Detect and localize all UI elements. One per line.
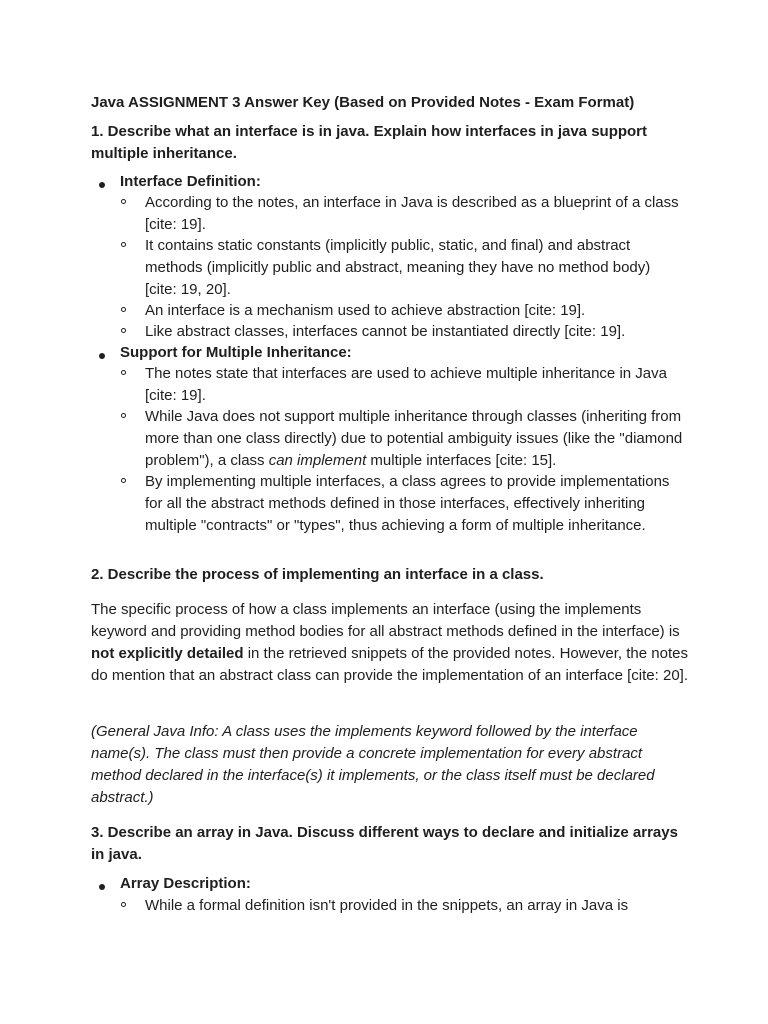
list-item: While Java does not support multiple inheritance through classes (inheriting from more than one class directly) due to potential ambiguity issues (like the "diamond problem"), a class can implement multiple interfaces [cite: 15].	[145, 408, 683, 469]
sub-bullet-circle	[121, 328, 126, 333]
list-item: While a formal definition isn't provided in the snippets, an array in Java is	[145, 897, 629, 914]
list-item: Like abstract classes, interfaces cannot be instantiated directly [cite: 19].	[145, 323, 626, 340]
question-3-heading: 3. Describe an array in Java. Discuss different ways to declare and initialize arrays in java.	[91, 824, 678, 863]
list-item: By implementing multiple interfaces, a class agrees to provide implementations for all the abstract methods defined in those interfaces, effectively inheriting multiple "contracts" or "types", thus achieving a form of multiple inheritance.	[145, 473, 670, 534]
array-description-label: Array Description:	[120, 875, 251, 892]
sub-bullet-circle	[121, 242, 126, 247]
multiple-inheritance-label: Support for Multiple Inheritance:	[120, 344, 352, 361]
list-item: An interface is a mechanism used to achieve abstraction [cite: 19].	[145, 302, 586, 319]
list-item: It contains static constants (implicitly public, static, and final) and abstract methods (implicitly public and abstract, meaning they have no method body) [cite: 19, 20].	[145, 237, 651, 298]
sub-bullet-circle	[121, 199, 126, 204]
general-java-info-note: (General Java Info: A class uses the implements keyword followed by the interface name(s). The class must then provide a concrete implementation for every abstract method declared in the interface(s) it implements, or the class itself must be declared abstract.)	[91, 723, 655, 806]
document-title: Java ASSIGNMENT 3 Answer Key (Based on Provided Notes - Exam Format)	[91, 94, 635, 111]
question-2-answer-paragraph: The specific process of how a class implements an interface (using the implements keyword and providing method bodies for all abstract methods defined in the interface) is not explicitly detailed in the retrieved snippets of the provided notes. However, the notes do mention that an abstract class can provide the implementation of an interface [cite: 20].	[91, 601, 689, 684]
sub-bullet-circle	[121, 478, 126, 483]
list-item: The notes state that interfaces are used to achieve multiple inheritance in Java [cite: 19].	[145, 365, 667, 404]
sub-bullet-circle	[121, 307, 126, 312]
sub-bullet-circle	[121, 902, 126, 907]
bullet-dot	[99, 353, 105, 359]
bullet-dot	[99, 884, 105, 890]
question-2-heading: 2. Describe the process of implementing an interface in a class.	[91, 566, 544, 583]
sub-bullet-circle	[121, 413, 126, 418]
bullet-dot	[99, 182, 105, 188]
list-item: According to the notes, an interface in Java is described as a blueprint of a class [cite: 19].	[145, 194, 679, 233]
sub-bullet-circle	[121, 370, 126, 375]
interface-definition-label: Interface Definition:	[120, 173, 261, 190]
question-1-heading: 1. Describe what an interface is in java. Explain how interfaces in java support multiple inheritance.	[91, 123, 648, 162]
